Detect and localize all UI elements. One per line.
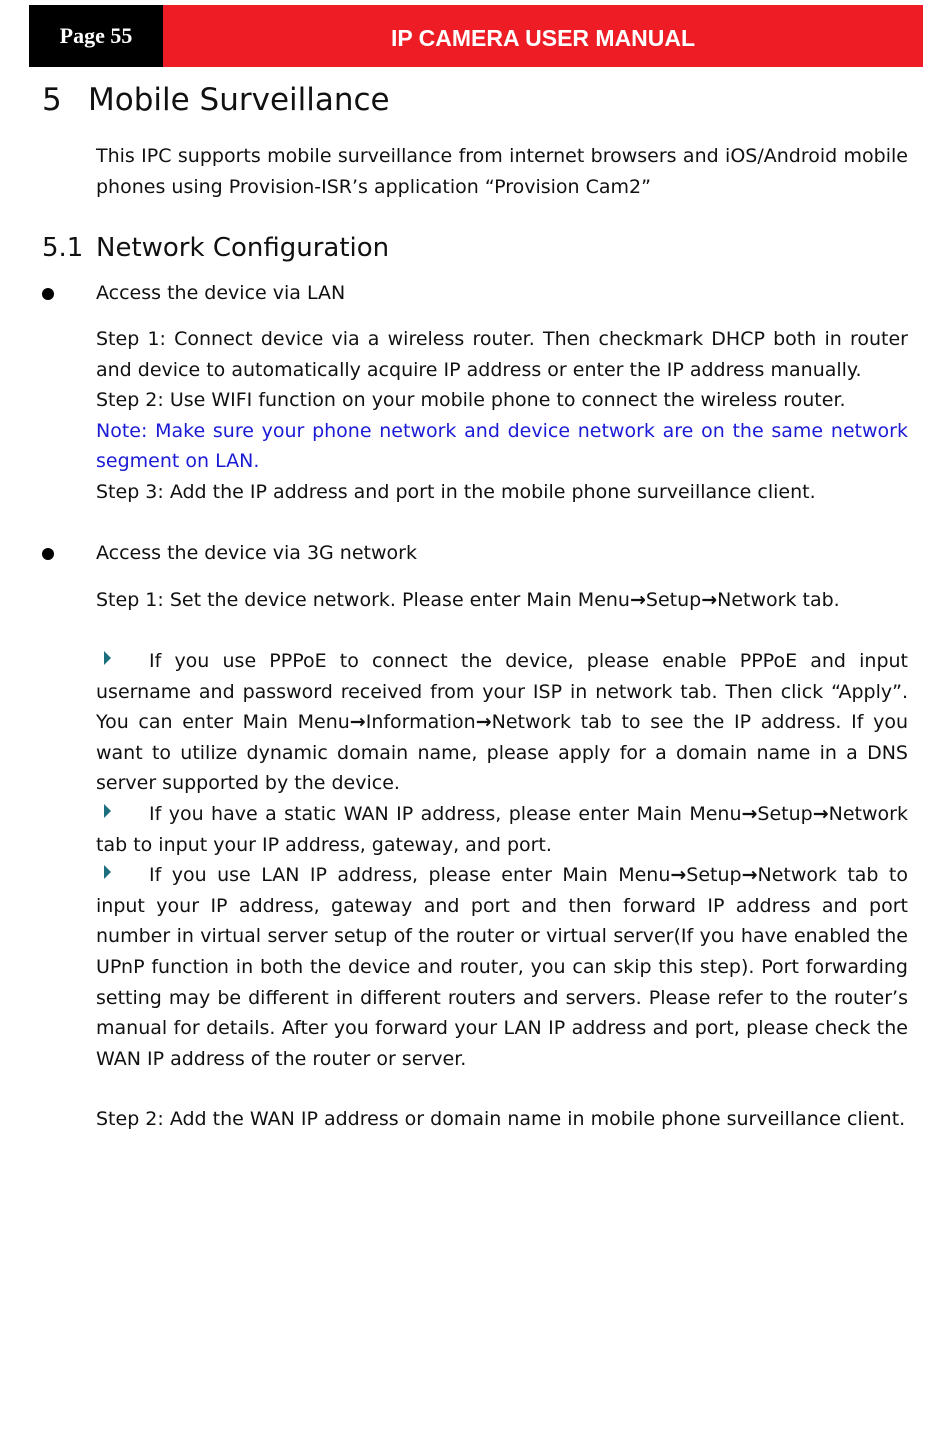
step-text: Set the device network. Please enter Main Menu: [163, 589, 630, 611]
step-label: Step 1:: [96, 589, 164, 611]
arrow-right-icon: →: [741, 802, 758, 825]
sub-bullet-text: Network tab to input your IP address, gateway and port and then forward IP address and port number in virtual server setup of the router or virtual server(If you have enabled the UPnP function in both the device and router, you can skip this step). Port forwarding setting may be different in different routers and servers. Please refer to the router’s manual for details. After you forward your LAN IP address and port, please check the WAN IP address of the router or server.: [96, 864, 908, 1070]
lan-step-2: [96, 385, 908, 416]
section-title: Mobile Surveillance: [88, 82, 390, 118]
section-number: 5: [42, 82, 62, 118]
sub-bullet-text: Network tab to input your IP address, gateway, and port.: [96, 802, 908, 856]
step-label: Step 2: [96, 389, 158, 412]
arrow-right-icon: →: [701, 589, 718, 611]
arrow-right-icon: →: [349, 711, 366, 734]
triangle-bullet-icon: [104, 865, 111, 879]
arrow-right-icon: →: [629, 589, 646, 611]
section-heading-5: [42, 82, 390, 118]
sub-bullet-pppoe: [96, 646, 908, 799]
sub-bullet-text: Information: [365, 711, 476, 734]
lan-note: Note: Make sure your phone network and device network are on the same network segment on LAN.: [96, 419, 908, 473]
lan-step-1: [96, 324, 908, 385]
sub-bullet-static-wan: [96, 799, 908, 860]
arrow-right-icon: →: [741, 864, 758, 887]
sub-bullet-text: If you use LAN IP address, please enter Main Menu: [149, 864, 671, 887]
3g-step-2: [96, 1104, 908, 1135]
sub-bullet-text: If you use PPPoE to connect the device, please enable PPPoE and input username and password received from your ISP in network tab. Then click “Apply”. You can enter Main Menu: [96, 650, 908, 734]
sub-bullet-text: Setup: [686, 864, 742, 887]
arrow-right-icon: →: [475, 711, 492, 734]
3g-sub-bullets: [96, 646, 908, 1074]
page-header: [29, 5, 923, 67]
step-text: Network tab.: [717, 589, 840, 611]
bullet-heading: Access the device via 3G network: [96, 542, 417, 564]
3g-step-1: [96, 585, 908, 616]
triangle-bullet-icon: [104, 804, 111, 818]
bullet-dot-icon: [42, 288, 54, 300]
sub-bullet-text: Network tab to see the IP address. If you want to utilize dynamic domain name, please apply for a domain name in a DNS server supported by the device.: [96, 711, 908, 795]
triangle-bullet-icon: [104, 651, 111, 665]
subsection-title: Network Configuration: [96, 233, 390, 263]
subsection-number: 5.1: [42, 233, 84, 263]
step-text: : Add the WAN IP address or domain name in mobile phone surveillance client.: [157, 1108, 906, 1130]
step-text: Setup: [645, 589, 702, 611]
step-label: Step 2: [96, 1108, 158, 1130]
step-label: Step 1:: [96, 328, 166, 350]
sub-bullet-text: Setup: [757, 802, 813, 825]
bullet-dot-icon: [42, 548, 54, 560]
intro-paragraph: This IPC supports mobile surveillance from internet browsers and iOS/Android mobile phones using Provision-ISR’s application “Provision Cam2”: [96, 145, 908, 198]
step-label: Step 3:: [96, 480, 164, 503]
sub-bullet-lan-ip: [96, 860, 908, 1074]
arrow-right-icon: →: [670, 864, 687, 887]
section-heading-5-1: [42, 233, 389, 263]
lan-step-3: [96, 477, 908, 508]
bullet-heading: Access the device via LAN: [96, 282, 346, 304]
manual-title: IP CAMERA USER MANUAL: [163, 5, 923, 67]
page-number: Page 55: [29, 5, 163, 67]
step-text: Connect device via a wireless router. Then checkmark DHCP both in router and device to automatically acquire IP address or enter the IP address manually.: [96, 328, 908, 381]
step-text: Add the IP address and port in the mobile phone surveillance client.: [163, 480, 816, 503]
lan-steps: [96, 324, 908, 508]
step-text: : Use WIFI function on your mobile phone to connect the wireless router.: [157, 389, 846, 412]
arrow-right-icon: →: [812, 802, 829, 825]
sub-bullet-text: If you have a static WAN IP address, please enter Main Menu: [149, 802, 742, 825]
